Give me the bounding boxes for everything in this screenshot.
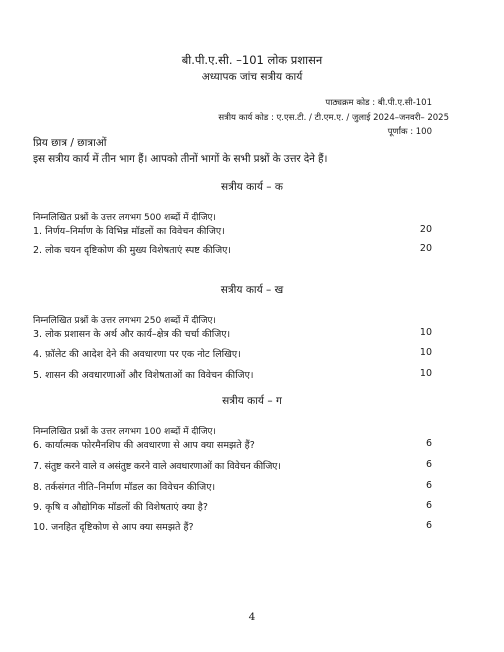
question-text: 6. कार्यात्मक फोरमैनशिप की अवधारणा से आप क्या समझते हैं? — [33, 440, 255, 451]
question-text: 4. फ़ॉलेट की आदेश देने की अवधारणा पर एक नोट लिखिए। — [33, 349, 241, 360]
question-text: 10. जनहित दृष्टिकोण से आप क्या समझते हैं? — [33, 522, 194, 533]
question-marks: 6 — [425, 520, 432, 531]
question-marks: 6 — [425, 500, 432, 511]
page-number: 4 — [248, 611, 256, 623]
question-marks: 6 — [425, 480, 432, 491]
section-heading: सत्रीय कार्य – ग — [222, 395, 282, 407]
section-instruction: निम्नलिखित प्रश्नों के उत्तर लगभग 100 शब्दों में दीजिए। — [33, 427, 216, 437]
question-marks: 10 — [419, 347, 432, 358]
question-marks: 10 — [419, 327, 432, 338]
question-text: 7. संतुष्ट करने वाले व असंतुष्ट करने वाले अवधारणाओं का विवेचन कीजिए। — [33, 461, 281, 472]
question-marks: 20 — [419, 243, 432, 254]
instructions-note: इस सत्रीय कार्य में तीन भाग हैं। आपको तीनों भागों के सभी प्रश्नों के उत्तर देने हैं। — [33, 153, 328, 165]
salutation: प्रिय छात्र / छात्राओं — [33, 137, 107, 149]
section-heading: सत्रीय कार्य – क — [221, 181, 283, 193]
question-marks: 6 — [425, 438, 432, 449]
question-marks: 20 — [419, 224, 432, 235]
section-instruction: निम्नलिखित प्रश्नों के उत्तर लगभग 250 शब्दों में दीजिए। — [33, 316, 216, 326]
max-marks: पूर्णांक : 100 — [387, 127, 432, 137]
question-text: 1. निर्णय–निर्माण के विभिन्न मॉडलों का विवेचन कीजिए। — [33, 226, 225, 237]
document-title: बी.पी.ए.सी. –101 लोक प्रशासन — [181, 53, 323, 67]
question-text: 9. कृषि व औद्योगिक मॉडलों की विशेषताएं क्या है? — [33, 502, 208, 513]
assignment-code: सत्रीय कार्य कोड : ए.एस.टी. / टी.एम.ए. / जुलाई 2024–जनवरी– 2025 — [218, 113, 449, 123]
question-text: 3. लोक प्रशासन के अर्थ और कार्य–क्षेत्र की चर्चा कीजिए। — [33, 329, 231, 340]
question-marks: 10 — [419, 368, 432, 379]
course-code: पाठ्यक्रम कोड : बी.पी.ए.सी-101 — [325, 98, 432, 108]
question-text: 2. लोक चयन दृष्टिकोण की मुख्य विशेषताएं स्पष्ट कीजिए। — [33, 245, 232, 256]
question-text: 8. तर्कसंगत नीति–निर्माण मॉडल का विवेचन कीजिए। — [33, 482, 216, 493]
question-text: 5. शासन की अवधारणाओं और विशेषताओं का विवेचन कीजिए। — [33, 370, 254, 381]
section-heading: सत्रीय कार्य – ख — [220, 284, 284, 296]
document-subtitle: अध्यापक जांच सत्रीय कार्य — [201, 71, 303, 83]
section-instruction: निम्नलिखित प्रश्नों के उत्तर लगभग 500 शब्दों में दीजिए। — [33, 213, 216, 223]
question-marks: 6 — [425, 459, 432, 470]
